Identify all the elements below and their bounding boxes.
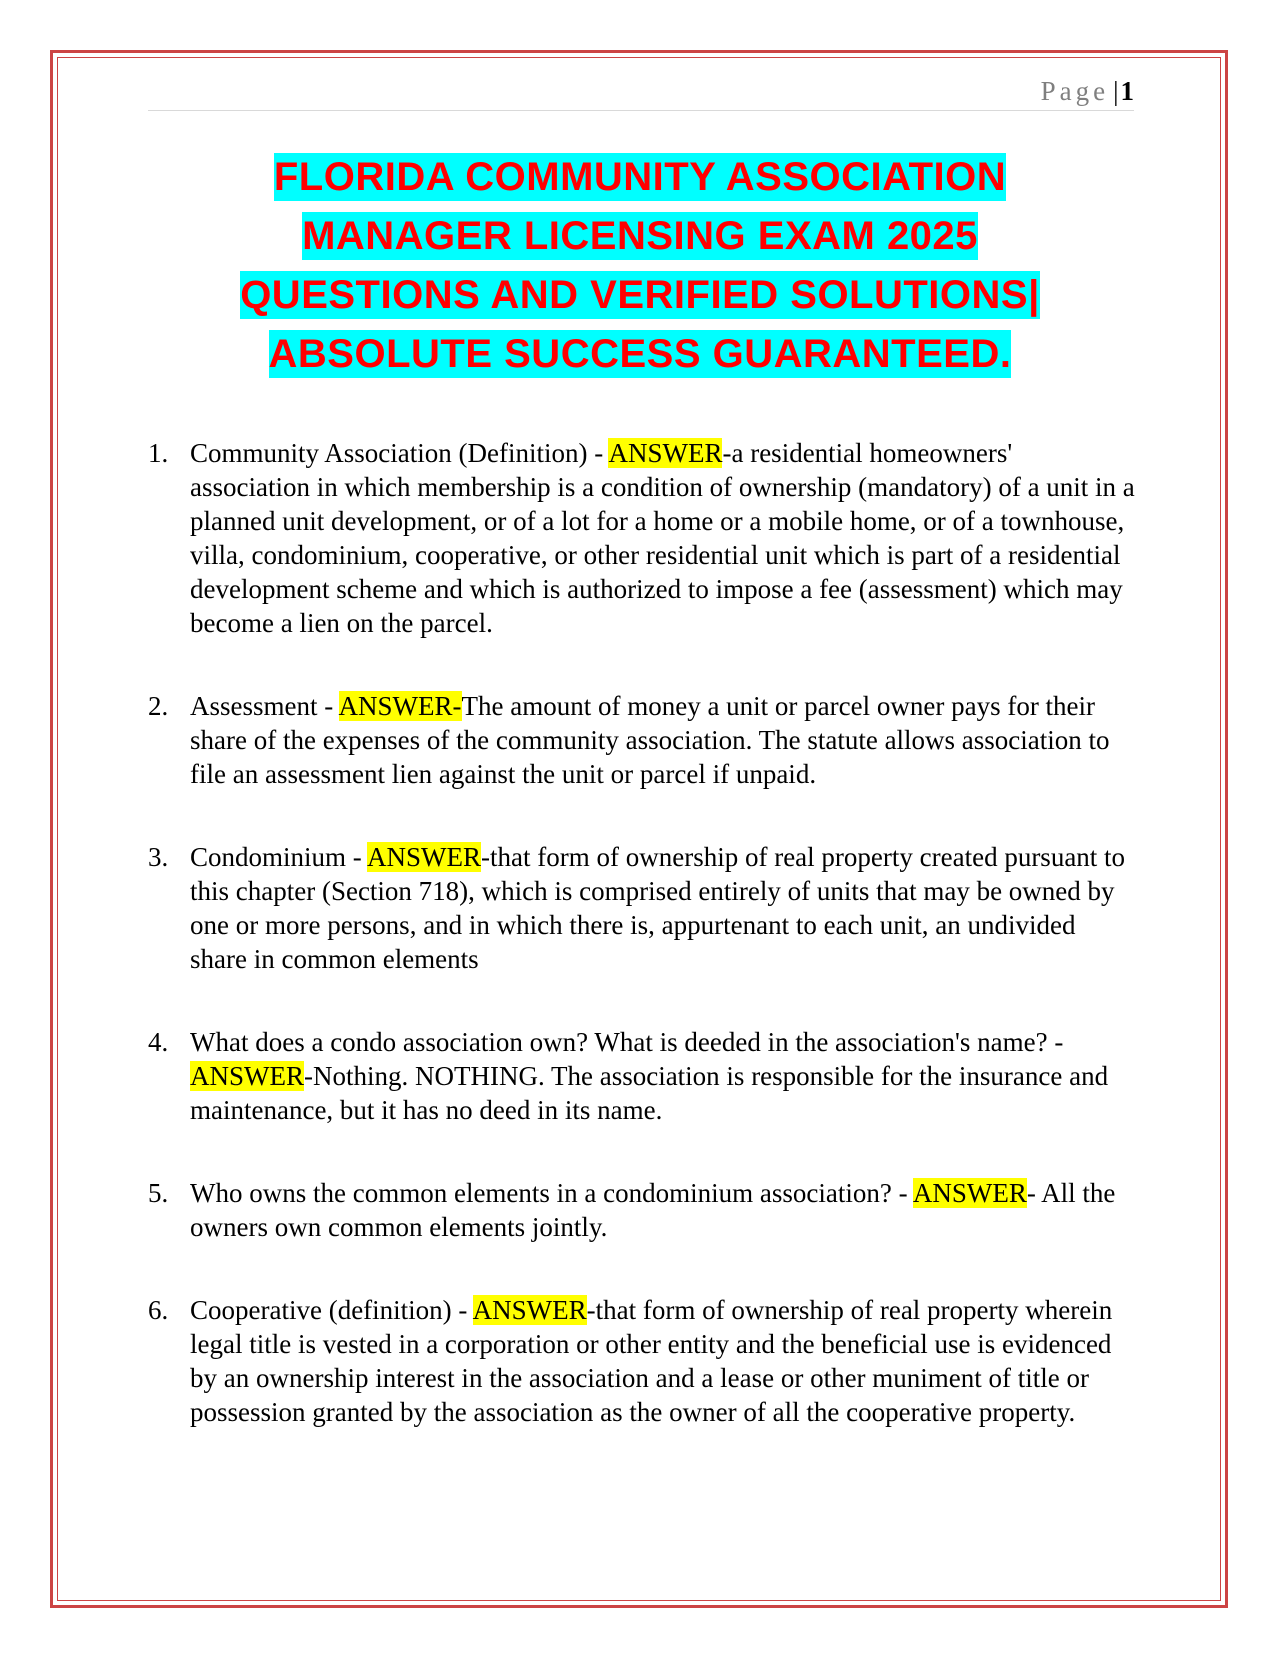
answer-label: ANSWER- <box>338 691 462 721</box>
page-header <box>148 76 1134 111</box>
title-line: QUESTIONS AND VERIFIED SOLUTIONS| <box>240 273 1040 317</box>
qa-item <box>148 1025 1138 1127</box>
question-text: Condominium - <box>190 842 368 872</box>
qa-item <box>148 1176 1138 1244</box>
qa-item <box>148 1293 1138 1429</box>
answer-label: ANSWER <box>608 438 723 468</box>
qa-item <box>148 436 1138 640</box>
answer-text: -Nothing. NOTHING. The association is responsible for the insurance and maintenance, but it has no deed in its name. <box>190 1061 1109 1125</box>
answer-label: ANSWER <box>472 1295 587 1325</box>
question-text: Cooperative (definition) - <box>190 1295 473 1325</box>
qa-item <box>148 689 1138 791</box>
item-number: 6. <box>148 1295 169 1325</box>
question-text: What does a condo association own? What is deeded in the association's name? - <box>190 1027 1064 1057</box>
question-text: Assessment - <box>190 691 339 721</box>
answer-text: -a residential homeowners' association in which membership is a condition of ownership (mandatory) of a unit in a planned unit development, or of a lot for a home or a mobile home, or of a townhouse, villa, condominium, cooperative, or other residential unit which is part of a residential development scheme and which is authorized to impose a fee (assessment) which may become a lien on the parcel. <box>190 438 1135 638</box>
answer-label: ANSWER <box>912 1178 1027 1208</box>
answer-label: ANSWER <box>190 1061 304 1091</box>
question-text: Community Association (Definition) - <box>190 438 609 468</box>
item-number: 3. <box>148 842 169 872</box>
qa-item <box>148 840 1138 976</box>
page-number: 1 <box>1120 76 1134 106</box>
qa-list <box>148 436 1138 1478</box>
item-number: 2. <box>148 691 169 721</box>
title-line: ABSOLUTE SUCCESS GUARANTEED. <box>268 332 1012 376</box>
answer-text: -that form of ownership of real property wherein legal title is vested in a corporation or other entity and the beneficial use is evidenced by an ownership interest in the association and a lease or other muniment of title or possession granted by the association as the owner of all the cooperative property. <box>190 1295 1113 1427</box>
page-label: Page <box>1040 76 1110 106</box>
item-number: 1. <box>148 438 169 468</box>
answer-text: The amount of money a unit or parcel owner pays for their share of the expenses of the community association. The statute allows association to file an assessment lien against the unit or parcel if unpaid. <box>190 691 1110 789</box>
answer-text: -that form of ownership of real property created pursuant to this chapter (Section 718), which is comprised entirely of units that may be owned by one or more persons, and in which there is, appurtenant to each unit, an undivided share in common elements <box>190 842 1126 974</box>
item-number: 5. <box>148 1178 169 1208</box>
document-title <box>100 148 1180 384</box>
answer-text: - All the owners own common elements jointly. <box>190 1178 1116 1242</box>
title-line: MANAGER LICENSING EXAM 2025 <box>302 214 978 258</box>
answer-label: ANSWER <box>367 842 482 872</box>
page-separator: | <box>1113 76 1119 106</box>
title-line: FLORIDA COMMUNITY ASSOCIATION <box>273 155 1007 199</box>
item-number: 4. <box>148 1027 169 1057</box>
question-text: Who owns the common elements in a condominium association? - <box>190 1178 913 1208</box>
